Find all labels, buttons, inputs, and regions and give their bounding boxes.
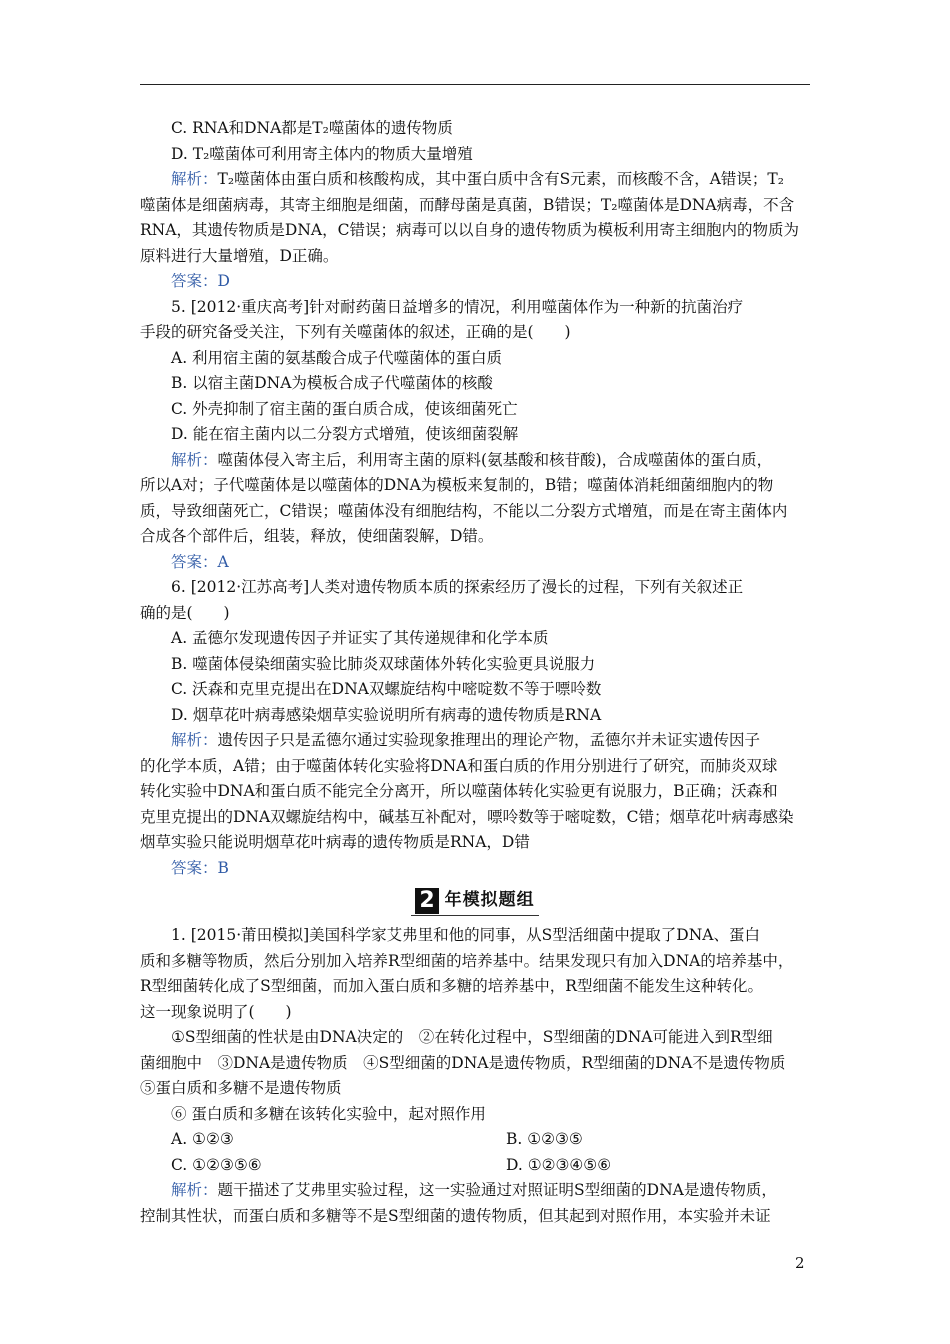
explanation-label: 解析： <box>171 170 218 188</box>
option-row <box>140 1153 810 1179</box>
statement-line: ⑥ 蛋白质和多糖在该转化实验中，起对照作用 <box>171 1104 486 1123</box>
explanation-line: 克里克提出的DNA双螺旋结构中，碱基互补配对，嘌呤数等于嘧啶数，C错；烟草花叶病毒感染 <box>140 807 794 826</box>
header-rule <box>140 84 810 85</box>
explanation-label: 解析： <box>171 1181 218 1199</box>
explanation-line: 合成各个部件后，组装，释放，使细菌裂解，D错。 <box>140 527 494 545</box>
option-c: C. RNA和DNA都是T₂噬菌体的遗传物质 <box>171 119 453 137</box>
option-b: B. 以宿主菌DNA为模板合成子代噬菌体的核酸 <box>171 374 493 392</box>
explanation-line: 控制其性状，而蛋白质和多糖等不是S型细菌的遗传物质，但其起到对照作用，本实验并未证 <box>140 1206 771 1225</box>
explanation-line: 解析：遗传因子只是孟德尔通过实验现象推理出的理论产物，孟德尔并未证实遗传因子 <box>171 731 761 749</box>
statement-line: ⑤蛋白质和多糖不是遗传物质 <box>140 1079 342 1097</box>
statement-line: 菌细胞中 ③DNA是遗传物质 ④S型细菌的DNA是遗传物质，R型细菌的DNA不是遗传物质 <box>140 1053 786 1072</box>
explanation-line: 噬菌体是细菌病毒，其寄主细胞是细菌，而酵母菌是真菌，B错误；T₂噬菌体是DNA病毒，不含 <box>140 195 795 214</box>
page-number: 2 <box>795 1254 805 1272</box>
question-5-cont: 手段的研究备受关注，下列有关噬菌体的叙述，正确的是( ) <box>140 323 571 341</box>
mock-question-1-cont: R型细菌转化成了S型细菌，而加入蛋白质和多糖的培养基中，R型细菌不能发生这种转化。 <box>140 977 763 995</box>
explanation-line: 原料进行大量增殖，D正确。 <box>140 246 339 265</box>
explanation-line: 的化学本质，A错；由于噬菌体转化实验将DNA和蛋白质的作用分别进行了研究，而肺炎双球 <box>140 756 778 775</box>
answer-line: 答案：A <box>171 552 229 571</box>
option-c: C. 外壳抑制了宿主菌的蛋白质合成，使该细菌死亡 <box>171 399 518 418</box>
answer-line: 答案：D <box>171 272 230 290</box>
section-title: 年模拟题组 <box>444 890 535 911</box>
explanation-line: 解析：噬菌体侵入寄主后，利用寄主菌的原料(氨基酸和核苷酸)，合成噬菌体的蛋白质， <box>171 450 773 469</box>
option-row <box>140 1127 810 1153</box>
explanation-label: 解析： <box>171 450 218 469</box>
section-heading <box>140 881 810 923</box>
mock-question-1-cont: 质和多糖等物质，然后分别加入培养R型细菌的培养基中。结果发现只有加入DNA的培养基中， <box>140 951 794 970</box>
statement-line: ①S型细菌的性状是由DNA决定的 ②在转化过程中，S型细菌的DNA可能进入到R型细 <box>171 1028 773 1046</box>
explanation-line: 质，导致细菌死亡，C错误；噬菌体没有细胞结构，不能以二分裂方式增殖，而是在寄主菌体内 <box>140 501 788 520</box>
option-a: A. 孟德尔发现遗传因子并证实了其传递规律和化学本质 <box>171 629 549 647</box>
explanation-line: 解析：题干描述了艾弗里实验过程，这一实验通过对照证明S型细菌的DNA是遗传物质， <box>171 1181 777 1199</box>
explanation-line: 转化实验中DNA和蛋白质不能完全分离开，所以噬菌体转化实验更有说服力，B正确；沃森和 <box>140 782 778 800</box>
question-6-cont: 确的是( ) <box>140 603 230 622</box>
option-b: B. 噬菌体侵染细菌实验比肺炎双球菌体外转化实验更具说服力 <box>171 654 596 673</box>
option-d: D. 能在宿主菌内以二分裂方式增殖，使该细菌裂解 <box>171 425 519 443</box>
section-number: 2 <box>415 888 438 914</box>
question-5: 5. [2012·重庆高考]针对耐药菌日益增多的情况，利用噬菌体作为一种新的抗菌治疗 <box>171 297 744 316</box>
explanation-line: 烟草实验只能说明烟草花叶病毒的遗传物质是RNA，D错 <box>140 833 530 851</box>
option-a: A. 利用宿主菌的氨基酸合成子代噬菌体的蛋白质 <box>171 348 503 367</box>
explanation-line: RNA，其遗传物质是DNA，C错误；病毒可以以自身的遗传物质为模板利用寄主细胞内的物质为 <box>140 221 799 239</box>
option-c: C. ①②③⑤⑥ <box>171 1155 262 1174</box>
explanation-line: 解析：T₂噬菌体由蛋白质和核酸构成，其中蛋白质中含有S元素，而核酸不含，A错误；T₂ <box>171 170 784 188</box>
option-a: A. ①②③ <box>171 1130 234 1148</box>
option-d: D. ①②③④⑤⑥ <box>506 1155 612 1174</box>
explanation-label: 解析： <box>171 731 218 749</box>
mock-question-1: 1. [2015·莆田模拟]美国科学家艾弗里和他的同事，从S型活细菌中提取了DNA、蛋白 <box>171 926 760 944</box>
mock-question-1-cont: 这一现象说明了( ) <box>140 1002 292 1021</box>
answer-line: 答案：B <box>171 858 229 877</box>
option-b: B. ①②③⑤ <box>506 1130 583 1148</box>
explanation-line: 所以A对；子代噬菌体是以噬菌体的DNA为模板来复制的，B错；噬菌体消耗细菌细胞内的物 <box>140 476 774 494</box>
question-6: 6. [2012·江苏高考]人类对遗传物质本质的探索经历了漫长的过程，下列有关叙述正 <box>171 578 744 596</box>
page-content <box>140 116 810 1229</box>
option-d: D. 烟草花叶病毒感染烟草实验说明所有病毒的遗传物质是RNA <box>171 705 602 724</box>
option-d: D. T₂噬菌体可利用寄主体内的物质大量增殖 <box>171 144 473 163</box>
option-c: C. 沃森和克里克提出在DNA双螺旋结构中嘧啶数不等于嘌呤数 <box>171 680 602 698</box>
